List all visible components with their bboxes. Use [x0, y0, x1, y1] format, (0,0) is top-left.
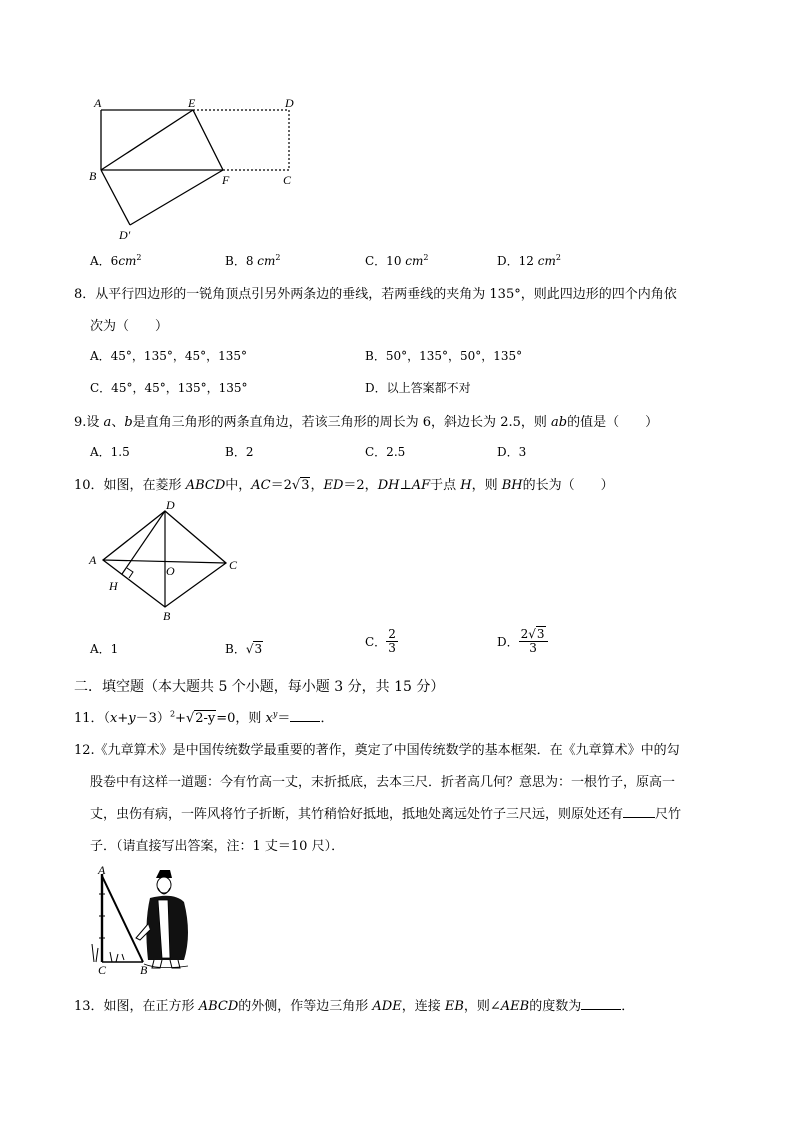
q8-stem-line1: 8．从平行四边形的一锐角顶点引另外两条边的垂线，若两垂线的夹角为 135°，则此四边形的四个内角依	[74, 287, 677, 302]
segment-be	[101, 110, 193, 170]
section-2-heading: 二．填空题（本大题共 5 个小题，每小题 3 分，共 15 分）	[74, 679, 445, 695]
q9-stem: 9.设 a、b是直角三角形的两条直角边，若该三角形的周长为 6，斜边长为 2.5，则 ab的值是（ ）	[74, 415, 659, 430]
q9-option-d: D．3	[497, 445, 527, 459]
q13-answer-blank[interactable]	[581, 997, 621, 1010]
broken-bamboo	[102, 876, 143, 962]
q8-stem-line2: 次为（ ）	[90, 319, 169, 334]
q10-stem: 10．如图，在菱形 ABCD中，AC＝2√3，ED＝2，DH⊥AF于点 H，则 BH的长为（ ）	[74, 478, 614, 493]
q12-answer-blank[interactable]	[623, 805, 655, 818]
label-d: D	[285, 96, 294, 110]
q7-option-c: C．10 $cm^2$	[365, 253, 429, 268]
q12-stem-line2: 股卷中有这样一道题：今有竹高一丈，末折抵底，去本三尺．折者高几何？意思为：一根竹子，原高一	[90, 775, 676, 790]
q12-stem-line3: 丈，虫伤有病，一阵风将竹子折断，其竹稍恰好抵地，抵地处离远处竹子三尺远，则原处还有 尺竹	[90, 807, 682, 822]
q7-option-d: D．12 $cm^2$	[497, 253, 561, 268]
segment-bdprime	[101, 170, 130, 225]
q7-option-a: A．$6cm^2$	[90, 253, 142, 268]
label-o: O	[166, 564, 175, 578]
q9-option-c: C．2.5	[365, 445, 406, 459]
label-a: A	[98, 864, 106, 877]
q8-option-d: D．以上答案都不对	[365, 381, 471, 395]
q12-stem-line1: 12.《九章算术》是中国传统数学最重要的著作，奠定了中国传统数学的基本框架．在《九章算术》中的勾	[74, 743, 680, 758]
q8-option-c: C．45°，45°，135°，135°	[90, 381, 248, 395]
label-c: C	[98, 963, 107, 976]
label-dprime: D′	[119, 228, 131, 242]
label-b: B	[89, 169, 97, 183]
q10-option-c: C． $\frac{2}{3}$	[365, 627, 396, 655]
q7-option-b: B．8 $cm^2$	[225, 253, 281, 268]
q8-option-b: B．50°，135°，50°，135°	[365, 349, 523, 363]
label-d: D	[166, 498, 175, 512]
q12-stem-line4: 子．（请直接写出答案，注：1 丈＝10 尺）．	[90, 839, 345, 854]
q9-option-b: B．2	[225, 445, 254, 459]
q8-option-a: A．45°，135°，45°，135°	[90, 349, 248, 363]
label-f: F	[222, 173, 230, 187]
label-e: E	[188, 96, 196, 110]
label-b: B	[140, 963, 148, 976]
q10-option-a: A．1	[90, 642, 119, 656]
q9-option-a: A．1.5	[90, 445, 130, 459]
q13-stem: 13．如图，在正方形 ABCD的外侧，作等边三角形 ADE，连接 EB，则∠AEB的度数为 ．	[74, 999, 635, 1014]
q10-option-d: D． $\frac{2√3}{3}$	[497, 628, 548, 655]
bamboo-scholar-figure	[88, 864, 208, 976]
rhombus-figure	[86, 497, 246, 625]
scholar-figure	[136, 870, 188, 968]
segment-dh	[122, 511, 165, 574]
label-h: H	[109, 579, 118, 593]
label-b: B	[163, 609, 171, 623]
segment-dprime-f	[130, 170, 223, 225]
label-a: A	[89, 553, 97, 567]
segment-ef	[193, 110, 223, 170]
q10-option-b: B．√3	[225, 642, 263, 656]
fold-rectangle-figure	[85, 92, 315, 244]
label-c: C	[283, 173, 292, 187]
q11-answer-blank[interactable]	[290, 709, 320, 722]
label-c: C	[229, 558, 238, 572]
right-angle-mark	[127, 568, 133, 578]
label-a: A	[94, 96, 102, 110]
q11-stem: 11．$(x+y-3)^2+√2-y=0$，则 $x^y=$ ．	[74, 709, 334, 726]
